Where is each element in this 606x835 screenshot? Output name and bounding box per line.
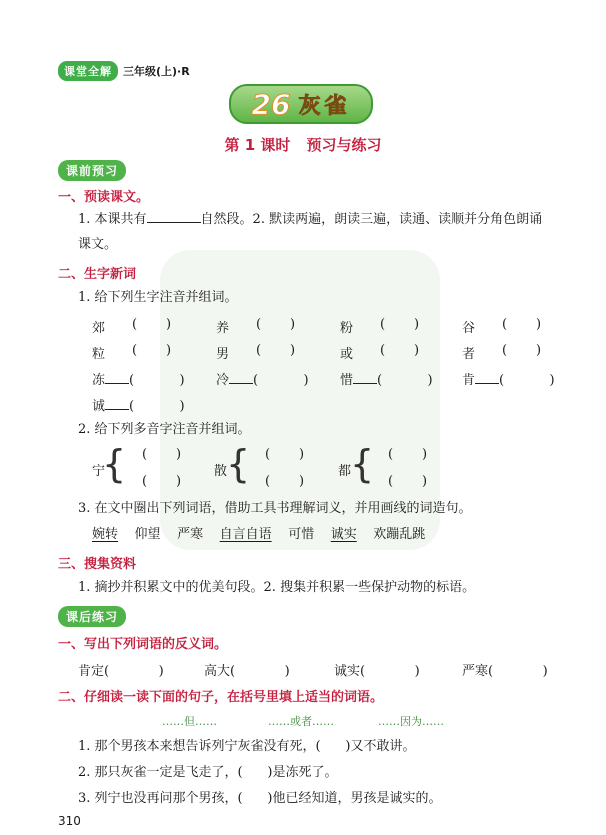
char: 或 [340,347,354,362]
option-conjunction: ……因为…… [378,715,444,728]
char-with-blank: 肯 ( ) [462,373,555,388]
char: 者 [462,347,476,362]
pinyin-box[interactable]: ( ) [502,317,542,332]
pinyin-box[interactable]: ( ) [256,343,296,358]
pinyin-box[interactable]: ( ) [502,343,542,358]
antonym-item: 严寒( ) [462,664,548,679]
section-heading: 二、仔细读一读下面的句子，在括号里填上适当的词语。 [58,690,384,705]
option-conjunction: ……但…… [162,715,217,728]
lesson-title: 灰雀 [298,93,351,119]
question: 3. 在文中圈出下列词语，借助工具书理解词义，并用画线的词造句。 [78,501,472,516]
word: 仰望 [134,527,161,542]
char: 男 [216,347,230,362]
lesson-banner [229,84,373,124]
text-line: 课文。 [78,237,118,252]
page-number: 310 [58,814,81,828]
sentence: 2. 那只灰雀一定是飞走了，( )是冻死了。 [78,765,338,780]
brace-icon: { [226,442,251,486]
section-heading: 一、预读课文。 [58,190,150,205]
grade-label: 三年级(上)·R [123,65,190,78]
header-badge: 课堂全解 [58,61,118,81]
section-heading: 三、搜集资料 [58,557,137,572]
word-underlined: 婉转 [92,527,119,542]
poly-char: 宁 [92,464,106,479]
question: 2. 给下列多音字注音并组词。 [78,422,251,437]
sentence: 3. 列宁也没再问那个男孩，( )他已经知道，男孩是诚实的。 [78,791,442,806]
char-with-blank: 冻 ( ) [92,373,185,388]
char: 谷 [462,321,476,336]
question: 1. 给下列生字注音并组词。 [78,290,238,305]
word: 严寒 [177,527,204,542]
pinyin-box[interactable]: ( ) [142,447,182,462]
brace-icon: { [102,442,127,486]
pinyin-box[interactable]: ( ) [142,474,182,489]
pinyin-box[interactable]: ( ) [265,447,305,462]
pinyin-box[interactable]: ( ) [388,447,428,462]
pinyin-box[interactable]: ( ) [132,343,172,358]
pinyin-box[interactable]: ( ) [256,317,296,332]
sentence: 1. 那个男孩本来想告诉列宁灰雀没有死，( )又不敢讲。 [78,739,416,754]
pinyin-box[interactable]: ( ) [388,474,428,489]
section-heading: 二、生字新词 [58,267,137,282]
word-underlined: 诚实 [330,527,357,542]
char-with-blank: 冷 ( ) [216,373,309,388]
text-line: 1. 摘抄并积累文中的优美句段。2. 搜集并积累一些保护动物的标语。 [78,580,476,595]
word: 可惜 [288,527,315,542]
text-line: 1. 本课共有 自然段。2. 默读两遍，朗读三遍，读通、读顺并分角色朗诵 [78,212,543,227]
option-conjunction: ……或者…… [268,715,334,728]
word: 欢蹦乱跳 [373,527,426,542]
antonym-item: 诚实( ) [334,664,420,679]
char: 粒 [92,347,106,362]
antonym-item: 肯定( ) [78,664,164,679]
pinyin-box[interactable]: ( ) [380,343,420,358]
subtitle-period: 第 1 课时 [224,136,291,154]
poly-char: 都 [338,464,352,479]
antonym-item: 高大( ) [204,664,290,679]
char-with-blank: 诚 ( ) [92,399,185,414]
pre-class-badge: 课前预习 [58,160,126,181]
poly-char: 散 [214,464,228,479]
section-heading: 一、写出下列词语的反义词。 [58,637,228,652]
char: 粉 [340,321,354,336]
pinyin-box[interactable]: ( ) [265,474,305,489]
page-subtitle [0,134,606,155]
answer-blank[interactable] [147,210,201,223]
lesson-number: 26 [251,87,291,121]
brace-icon: { [350,442,375,486]
word-underlined: 自言自语 [219,527,272,542]
char-with-blank: 惜 ( ) [340,373,433,388]
char: 养 [216,321,230,336]
post-class-badge: 课后练习 [58,606,126,627]
subtitle-topic: 预习与练习 [306,136,382,154]
pinyin-box[interactable]: ( ) [132,317,172,332]
char: 郊 [92,321,106,336]
pinyin-box[interactable]: ( ) [380,317,420,332]
word-list [92,526,425,544]
